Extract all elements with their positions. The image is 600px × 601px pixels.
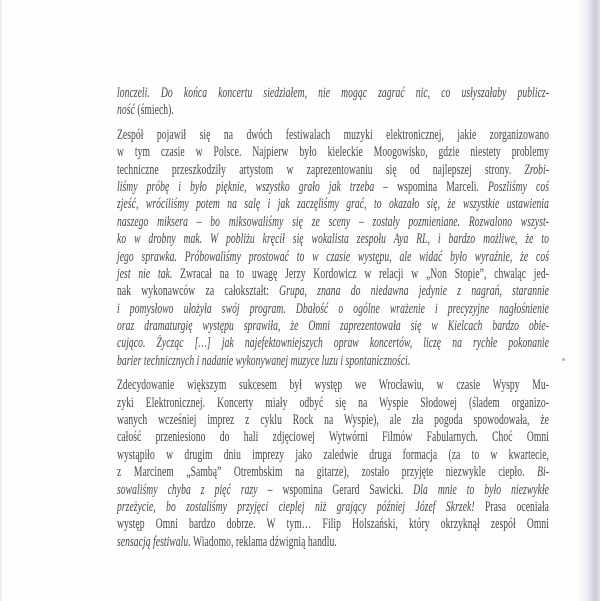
text-line — [117, 377, 549, 394]
text-line — [117, 335, 549, 352]
italic-text-run: ko w drobny mak. W pobliżu kręcił się wokalista zespołu Aya RL, i bardzo możliwe, że to — [117, 231, 549, 248]
text-run: (śmiech). — [137, 102, 174, 119]
text-run: zyki Elektronicznej. Koncerty miały odbyć się na Wyspie Słodowej (śladem organizo- — [117, 394, 549, 411]
text-line — [117, 301, 549, 318]
text-run: Zespół pojawił się na dwóch festiwalach muzyki elektronicznej, jakie zorganizowano — [117, 126, 549, 143]
italic-text-run: Bi- — [537, 464, 549, 481]
text-line — [117, 249, 549, 266]
text-run: nak wykonawców za całokształt: — [117, 283, 280, 300]
italic-text-run: ność — [117, 102, 138, 119]
paragraph — [117, 85, 549, 120]
text-run: Zwracał na to uwagę Jerzy Kordowicz w relacji w „Non Stopie”, chwaląc jed- — [180, 265, 549, 282]
page-right-edge-shadow — [578, 0, 600, 601]
text-line — [117, 429, 549, 446]
italic-text-run: liśmy próbę i było pięknie, wszystko grało jak trzeba — [117, 178, 384, 195]
text-run: techniczne przeszkodziły artystom w zaprezentowaniu się od najlepszej strony. — [117, 161, 525, 178]
italic-text-run: Grupa, znana do niedawna jedynie z nagrań, starannie — [279, 283, 549, 300]
text-line — [117, 412, 549, 429]
text-run: w tym czasie w Polsce. Najpierw było kieleckie Moogowisko, gdzie niestety problemy — [117, 144, 549, 161]
page-text-block — [117, 85, 549, 551]
text-line — [117, 283, 549, 300]
text-run: Zdecydowanie większym sukcesem był występ we Wrocławiu, w czasie Wyspy Mu- — [117, 377, 549, 394]
text-line — [117, 318, 549, 335]
italic-text-run: sensacją festiwalu — [117, 533, 189, 550]
text-run: wystąpiło w drugim dniu imprezy jako zaledwie druga formacja (za to w kwartecie, — [117, 446, 549, 463]
text-line — [117, 395, 549, 412]
text-line — [117, 482, 549, 499]
italic-text-run: jego sprawka. Próbowaliśmy prostować to w czasie występu, ale widać było wyraźnie, że coś — [117, 248, 549, 265]
text-run: z Marcinem „Sambą” Otrembskim na gitarze), zostało przyjęte niezwykle ciepło. — [117, 464, 538, 481]
italic-text-run: sowaliśmy chyba z pięć razy — [117, 481, 268, 498]
italic-text-run: zjeść, wróciliśmy potem na salę i jak zaczęliśmy grać, to okazało się, że wszystkie ustawienia — [117, 196, 549, 213]
italic-text-run: i pomysłowo ułożyła swój program. Dbałość o ogólne wrażenie i precyzyjne nagłośnienie — [117, 300, 549, 317]
text-run: . Wiadomo, reklama dźwignią handlu. — [188, 533, 337, 550]
scan-dust-speck — [562, 358, 565, 361]
paragraph — [117, 127, 549, 370]
text-line — [117, 85, 549, 102]
text-line — [117, 102, 549, 119]
text-line — [117, 162, 549, 179]
text-line — [117, 353, 549, 370]
italic-text-run: oraz dramaturgię występu sprawiła, że Omni zaprezentowała się w Kielcach bardzo obie- — [117, 318, 549, 335]
text-line — [117, 464, 549, 481]
text-run: – wspomina Marceli. — [383, 178, 488, 195]
italic-text-run: przeżycie, bo zostaliśmy przyjęci cieplej niż grający później Józef Skrzek! — [117, 498, 486, 515]
italic-text-run: barier technicznych i nadanie wykonywanej muzyce luzu i spontaniczności. — [117, 352, 411, 369]
text-run: występ Omni bardzo dobrze. W tym… Filip Holszański, który okrzyknął zespół Omni — [117, 516, 549, 533]
text-line — [117, 447, 549, 464]
text-line — [117, 499, 549, 516]
text-line — [117, 214, 549, 231]
italic-text-run: lonczeli. Do końca koncertu siedziałem, nie mogąc zagrać nic, co usłyszałaby publicz- — [117, 85, 549, 101]
italic-text-run: jest nie tak. — [117, 265, 181, 282]
text-line — [117, 179, 549, 196]
italic-text-run: Dla mnie to było niezwykłe — [413, 481, 550, 498]
text-line — [117, 231, 549, 248]
text-line — [117, 266, 549, 283]
text-run: całość przeniesiono do hali zdjęciowej Wytwórni Filmów Fabularnych. Choć Omni — [117, 429, 549, 446]
page-left-edge-shadow — [0, 0, 3, 601]
text-line — [117, 534, 549, 551]
paragraph — [117, 377, 549, 551]
text-run: Prasa oceniała — [485, 498, 549, 515]
text-line — [117, 196, 549, 213]
text-run: – wspomina Gerard Sawicki. — [267, 481, 414, 498]
italic-text-run: Poszliśmy coś — [488, 178, 549, 195]
text-line — [117, 144, 549, 161]
text-run: wanych wcześniej imprez z cyklu Rock na Wyspie), ale zła pogoda spowodowała, że — [117, 412, 549, 429]
text-line — [117, 516, 549, 533]
italic-text-run: Zrobi- — [524, 161, 549, 178]
text-line — [117, 127, 549, 144]
italic-text-run: naszego miksera – bo miksowaliśmy się ze sceny – zostały pozmieniane. Rozwalono wszyst- — [117, 213, 549, 230]
italic-text-run: cująco. Życząc […] jak najefektowniejszych opraw koncertów, liczę na rychłe pokonanie — [117, 335, 549, 352]
